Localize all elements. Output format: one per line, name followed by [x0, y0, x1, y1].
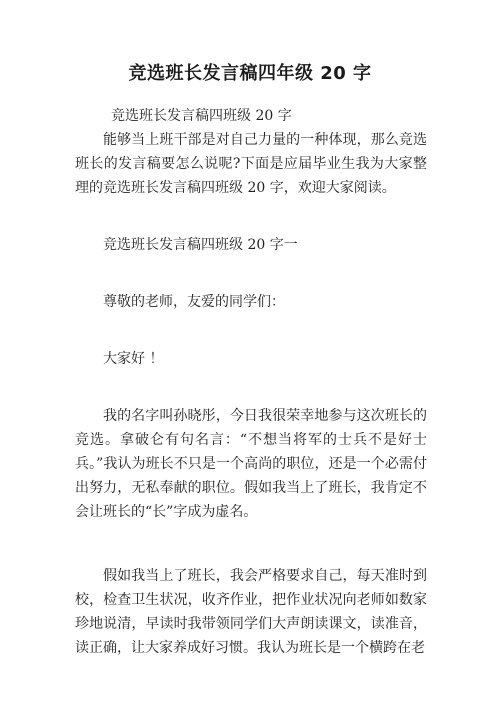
intro-paragraph: 能够当上班干部是对自己力量的一种体现，那么竞选班长的发言稿要怎么说呢?下面是应届毕业生我为大家整理的竞选班长发言稿四班级 20 字，欢迎大家阅读。 — [75, 132, 427, 196]
document-body — [75, 104, 427, 660]
greeting: 大家好 ！ — [103, 351, 164, 367]
section-heading: 竞选班长发言稿四班级 20 字一 — [103, 237, 298, 253]
salutation: 尊敬的老师，友爱的同学们： — [103, 294, 285, 310]
document-subtitle: 竞选班长发言稿四班级 20 字 — [111, 108, 292, 124]
document-title: 竞选班长发言稿四年级 20 字 — [128, 63, 372, 84]
body-paragraph: 假如我当上了班长，我会严格要求自己，每天准时到校，检查卫生状况，收齐作业，把作业状况向老师如数家珍地说清，早读时我带领同学们大声朗读课文，读准音，读正确，让大家养成好习惯。我认为班长是一个横跨在老 — [75, 568, 427, 656]
body-paragraph: 我的名字叫孙晓彤，今日我很荣幸地参与这次班长的竞选。拿破仑有句名言：“不想当将军的士兵不是好士兵。”我认为班长不只是一个高尚的职位，还是一个必需付出努力，无私奉献的职位。假如我当上了班长，我肯定不会让班长的“长”字成为虚名。 — [75, 408, 427, 520]
